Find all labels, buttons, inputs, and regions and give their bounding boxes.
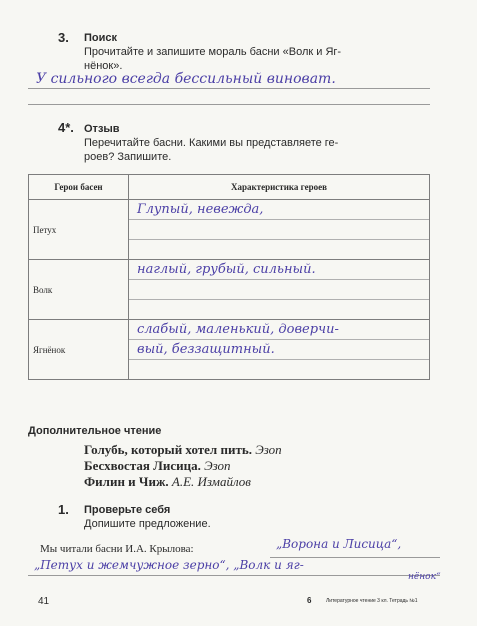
table-row [29,320,430,380]
task3-title: Поиск [84,32,118,44]
hero-characteristic-cell [129,260,430,320]
task1-answer-a: „Ворона и Лисица“, [276,537,402,551]
table-row [29,260,430,320]
reading-item-title: Голубь, который хотел пить. [84,442,252,457]
reading-item-title: Филин и Чиж. [84,474,169,489]
task3-prompt-line2: нёнок». [84,60,123,72]
answer-line [28,104,430,105]
task4-prompt-line2: роев? Запишите. [84,151,172,163]
table-row [29,200,430,260]
reading-item [84,442,282,458]
task3-answer: У сильного всегда бессильный виноват. [36,71,336,87]
hero-name: Волк [29,260,129,320]
task4-number: 4*. [58,120,74,135]
table-header-heroes: Герои басен [29,175,129,200]
task1-answer-c: нёнок“ [408,572,441,582]
task4-prompt-line1: Перечитайте басни. Какими вы представляете ге- [84,137,339,149]
answer-line [28,575,440,576]
task1-sentence: Мы читали басни И.А. Крылова: [40,543,194,555]
reading-item-author: Эзоп [255,442,282,457]
task1-number: 1. [58,502,69,517]
heroes-table [28,174,430,380]
hero-name: Ягнёнок [29,320,129,380]
page-number: 41 [38,596,50,607]
task4-title: Отзыв [84,123,120,135]
extra-reading-heading: Дополнительное чтение [28,425,162,437]
hero-characteristic-line: Глупый, невежда, [137,202,264,217]
hero-name: Петух [29,200,129,260]
hero-characteristic-cell [129,200,430,260]
task1-answer-b: „Петух и жемчужное зерно“, „Волк и яг- [34,558,304,572]
answer-line [28,88,430,89]
reading-item-author: Эзоп [204,458,231,473]
table-header-characteristics: Характеристика героев [129,175,430,200]
reading-item-title: Бесхвостая Лисица. [84,458,201,473]
task1-title: Проверьте себя [84,504,171,516]
hero-characteristic-line: наглый, грубый, сильный. [137,262,316,277]
sheet-number: 6 [307,596,312,605]
book-title: Литературное чтение 3 кл. Тетрадь №1 [326,598,418,604]
hero-characteristic-line: вый, беззащитный. [137,342,275,357]
hero-characteristic-line: слабый, маленький, доверчи- [137,322,339,337]
reading-item-author: А.Е. Измайлов [171,474,251,489]
task3-number: 3. [58,30,69,45]
hero-characteristic-cell [129,320,430,380]
reading-item [84,474,251,490]
reading-item [84,458,231,474]
task1-prompt: Допишите предложение. [84,518,211,530]
task3-prompt-line1: Прочитайте и запишите мораль басни «Волк и Яг- [84,46,342,58]
table-header-row [29,175,430,200]
